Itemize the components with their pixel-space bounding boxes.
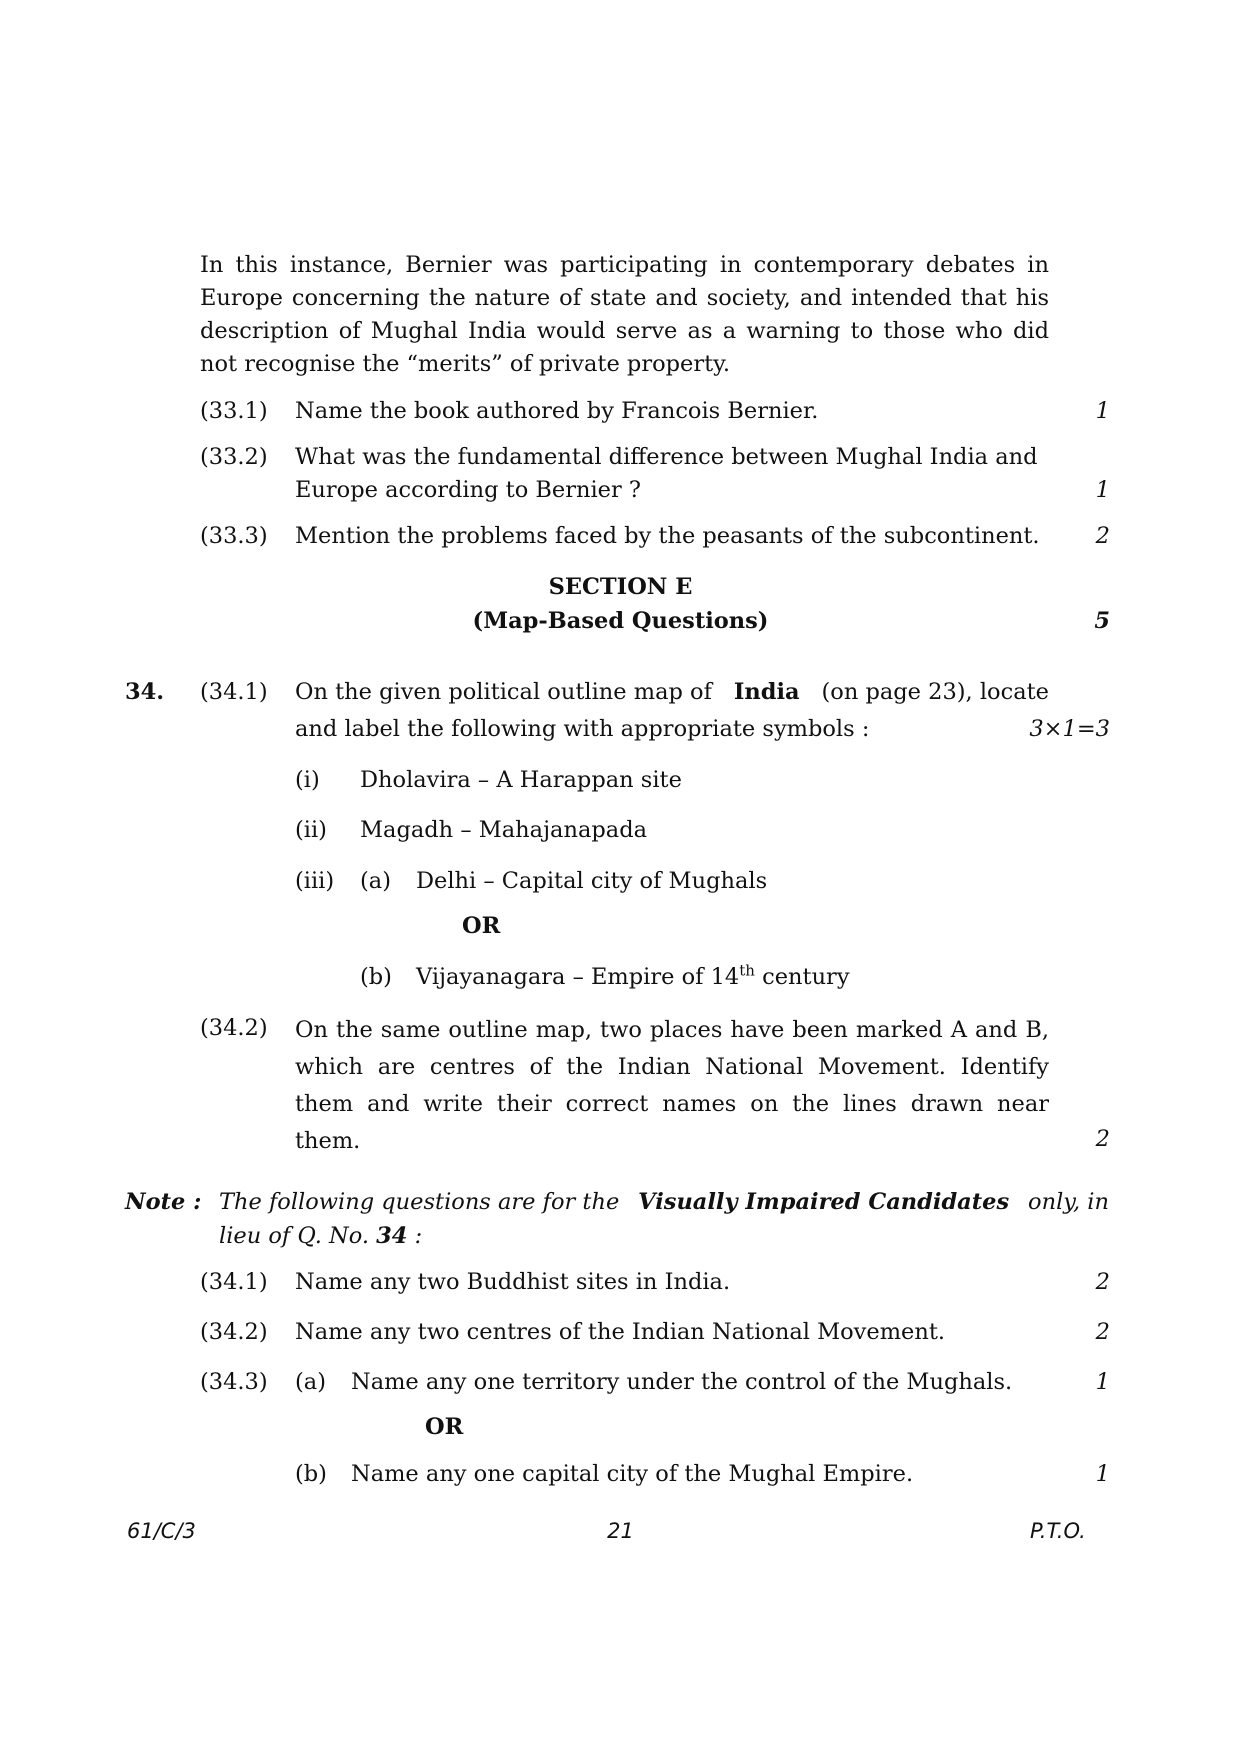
- q34-2-line: them.: [295, 1128, 361, 1154]
- section-subtitle: (Map-Based Questions): [472, 608, 769, 634]
- section-title: SECTION E: [548, 574, 693, 600]
- q34-1-item3a-text: Delhi – Capital city of Mughals: [416, 868, 768, 894]
- or-separator: OR: [425, 1414, 464, 1440]
- q33-1-marks: 1: [1095, 398, 1110, 424]
- q33-2-text: What was the fundamental difference between Mughal India and: [295, 444, 1038, 470]
- vi-q1-number: (34.1): [200, 1269, 268, 1295]
- q34-1-item3b-text-end: century: [754, 964, 850, 990]
- q34-2-line: them and write their correct names on the lines drawn near: [295, 1091, 1049, 1117]
- pto-label: P.T.O.: [1030, 1519, 1086, 1543]
- vi-q2-marks: 2: [1095, 1319, 1110, 1345]
- note-label: Note :: [125, 1189, 202, 1215]
- q34-1-number: (34.1): [200, 679, 268, 705]
- q33-2-marks: 1: [1095, 477, 1110, 503]
- q34-2-number: (34.2): [200, 1015, 268, 1041]
- intro-line: Europe concerning the nature of state and society, and intended that his: [200, 285, 1049, 311]
- vi-q3a-text: Name any one territory under the control of the Mughals.: [351, 1369, 1013, 1395]
- vi-q3-number: (34.3): [200, 1369, 268, 1395]
- q34-1-line1-start: On the given political outline map of: [295, 679, 720, 705]
- intro-line: In this instance, Bernier was participating in contemporary debates in: [200, 252, 1049, 278]
- q33-1-text: Name the book authored by Francois Bernier.: [295, 398, 819, 424]
- or-separator: OR: [462, 913, 501, 939]
- vi-q2-number: (34.2): [200, 1319, 268, 1345]
- q34-1-item-num: (i): [295, 767, 320, 793]
- note-line1-end: only, in: [1020, 1189, 1109, 1215]
- map-country: India: [733, 679, 800, 705]
- note-line1: [219, 1186, 1109, 1219]
- note-line1-start: The following questions are for the: [219, 1189, 627, 1215]
- q34-1-item3b-label: (b): [360, 964, 392, 990]
- note-question-number: 34: [376, 1223, 408, 1249]
- q33-3-number: (33.3): [200, 523, 268, 549]
- intro-paragraph: [200, 249, 1049, 381]
- note-line2: [219, 1220, 422, 1253]
- q34-1-item3a-label: (a): [360, 868, 391, 894]
- q34-1-item-num: (iii): [295, 868, 335, 894]
- q34-1-marks: 3×1=3: [1029, 716, 1110, 742]
- page-number: 21: [607, 1519, 634, 1543]
- q34-2-line: On the same outline map, two places have been marked A and B,: [295, 1017, 1049, 1043]
- q34-1-item-num: (ii): [295, 817, 327, 843]
- q34-number: 34.: [125, 679, 165, 705]
- q34-2-marks: 2: [1095, 1126, 1110, 1152]
- q33-2-number: (33.2): [200, 444, 268, 470]
- note-emphasis: Visually Impaired Candidates: [638, 1189, 1010, 1215]
- q33-3-marks: 2: [1095, 523, 1110, 549]
- q34-1-item-text: Dholavira – A Harappan site: [360, 767, 682, 793]
- intro-line: description of Mughal India would serve as a warning to those who did: [200, 318, 1049, 344]
- intro-line: not recognise the “merits” of private property.: [200, 351, 731, 377]
- q33-3-text: Mention the problems faced by the peasants of the subcontinent.: [295, 523, 1040, 549]
- q34-1-line1-end: (on page 23), locate: [814, 679, 1049, 705]
- q34-2-line: which are centres of the Indian National Movement. Identify: [295, 1054, 1049, 1080]
- q33-2-text: Europe according to Bernier ?: [295, 477, 641, 503]
- q34-1-line2: and label the following with appropriate symbols :: [295, 716, 870, 742]
- vi-q3a-label: (a): [295, 1369, 326, 1395]
- q34-1-item3b-text-start: Vijayanagara – Empire of 14: [416, 964, 740, 990]
- q34-2-text: [295, 1012, 1049, 1160]
- note-line2-end: :: [407, 1223, 423, 1249]
- vi-q3b-text: Name any one capital city of the Mughal Empire.: [351, 1461, 914, 1487]
- q34-1-item3b-text: [416, 961, 850, 994]
- vi-q3b-label: (b): [295, 1461, 327, 1487]
- vi-q3b-marks: 1: [1095, 1461, 1110, 1487]
- vi-q1-marks: 2: [1095, 1269, 1110, 1295]
- vi-q2-text: Name any two centres of the Indian National Movement.: [295, 1319, 946, 1345]
- section-marks: 5: [1094, 608, 1110, 634]
- q33-1-number: (33.1): [200, 398, 268, 424]
- note-line2-start: lieu of Q. No.: [219, 1223, 377, 1249]
- q34-1-line1: [295, 676, 1049, 709]
- vi-q3a-marks: 1: [1095, 1369, 1110, 1395]
- paper-code: 61/C/3: [127, 1519, 196, 1543]
- q34-1-item-text: Magadh – Mahajanapada: [360, 817, 648, 843]
- vi-q1-text: Name any two Buddhist sites in India.: [295, 1269, 731, 1295]
- ordinal-suffix: th: [739, 961, 755, 980]
